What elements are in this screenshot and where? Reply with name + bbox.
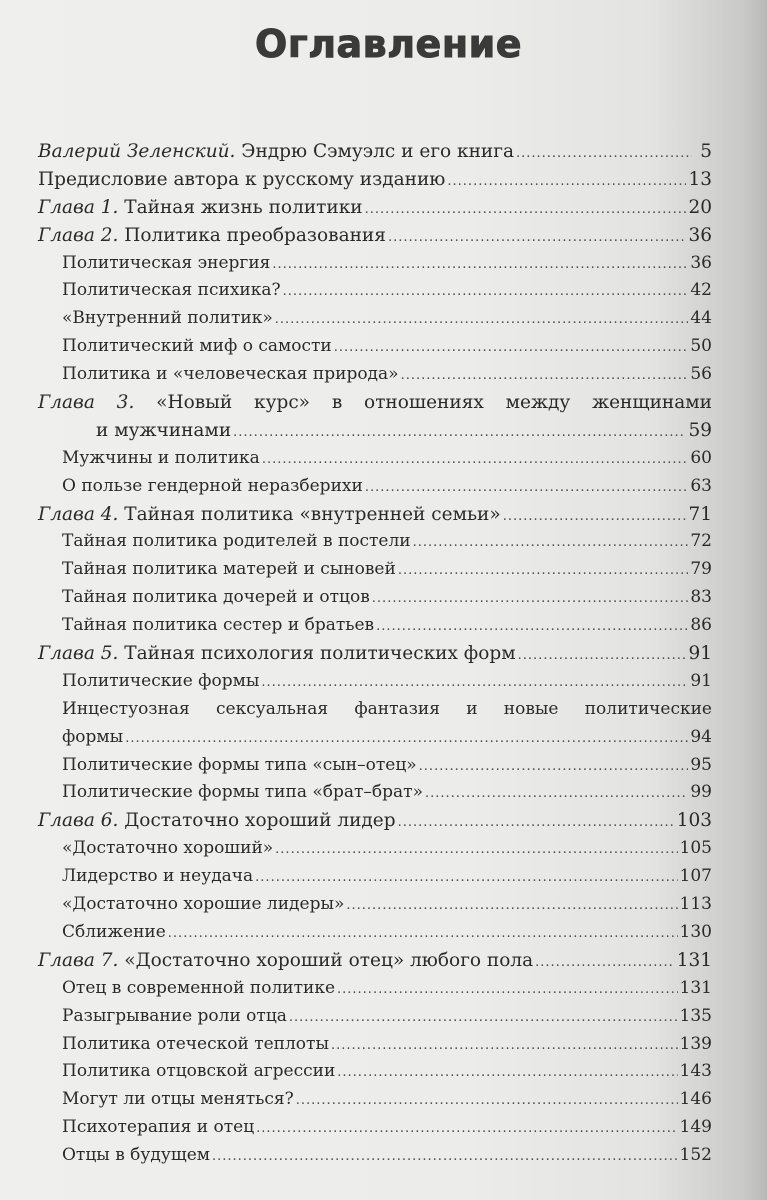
dot-leader bbox=[168, 920, 678, 948]
page-number: 86 bbox=[690, 615, 712, 636]
entry-title: Предисловие автора к русскому изданию bbox=[38, 168, 446, 190]
toc-entry[interactable] bbox=[38, 1031, 712, 1059]
page-number: 36 bbox=[690, 252, 712, 273]
dot-leader bbox=[334, 334, 689, 362]
entry-title: Политика отеческой теплоты bbox=[62, 1033, 329, 1054]
page-number: 56 bbox=[690, 364, 712, 385]
toc-entry[interactable] bbox=[38, 696, 712, 724]
entry-title: Политические формы типа «сын–отец» bbox=[62, 754, 417, 775]
entry-title: Тайная политика сестер и братьев bbox=[62, 615, 375, 636]
dot-leader bbox=[518, 642, 687, 670]
entry-title: Политическая энергия bbox=[62, 252, 271, 273]
page-number: 79 bbox=[690, 559, 712, 580]
toc-entry[interactable] bbox=[38, 612, 712, 640]
dot-leader bbox=[331, 1032, 678, 1060]
entry-title: Глава 2. Политика преобразования bbox=[38, 224, 386, 246]
page-number: 94 bbox=[690, 726, 712, 747]
page-number: 36 bbox=[688, 224, 712, 246]
dot-leader bbox=[401, 362, 689, 390]
page-number: 13 bbox=[688, 168, 712, 190]
page-number: 50 bbox=[690, 336, 712, 357]
dot-leader bbox=[535, 949, 675, 977]
toc-entry[interactable] bbox=[38, 333, 712, 361]
toc-entry[interactable] bbox=[38, 752, 712, 780]
toc-entry[interactable] bbox=[38, 305, 712, 333]
toc-entry[interactable] bbox=[38, 891, 712, 919]
page-number: 83 bbox=[690, 587, 712, 608]
entry-title: Глава 4. Тайная политика «внутренней семьи» bbox=[38, 503, 501, 525]
toc-entry[interactable] bbox=[38, 668, 712, 696]
entry-title: Политические формы типа «брат–брат» bbox=[62, 782, 423, 803]
dot-leader bbox=[283, 278, 689, 306]
page-number: 91 bbox=[688, 643, 712, 665]
entry-author-or-chapter: Глава 7. bbox=[38, 949, 119, 971]
dot-leader bbox=[503, 503, 687, 531]
page-number: 139 bbox=[679, 1033, 712, 1054]
dot-leader bbox=[289, 1004, 678, 1032]
page-number: 135 bbox=[679, 1005, 712, 1026]
toc-entry[interactable] bbox=[38, 277, 712, 305]
entry-author-or-chapter: Глава 3. bbox=[38, 392, 135, 414]
dot-leader bbox=[425, 780, 688, 808]
dot-leader bbox=[365, 196, 687, 224]
table-of-contents bbox=[38, 138, 712, 1170]
page-number: 5 bbox=[700, 141, 712, 162]
toc-entry[interactable] bbox=[38, 1142, 712, 1170]
dot-leader bbox=[275, 306, 689, 334]
dot-leader bbox=[346, 892, 677, 920]
entry-title: Тайная политика матерей и сыновей bbox=[62, 559, 396, 580]
page-number: 103 bbox=[676, 810, 712, 832]
page-number: 149 bbox=[679, 1117, 712, 1138]
toc-entry[interactable] bbox=[38, 138, 712, 166]
toc-entry[interactable] bbox=[38, 835, 712, 863]
entry-title: Политика отцовской агрессии bbox=[62, 1061, 336, 1082]
dot-leader bbox=[296, 1087, 678, 1115]
toc-entry[interactable] bbox=[38, 166, 712, 194]
page-number: 113 bbox=[679, 894, 712, 915]
entry-title-continuation: и мужчинами bbox=[96, 419, 232, 441]
dot-leader bbox=[261, 669, 688, 697]
entry-title: Отцы в будущем bbox=[62, 1145, 210, 1166]
entry-title-continuation: формы bbox=[62, 726, 124, 747]
entry-title: Политика и «человеческая природа» bbox=[62, 364, 399, 385]
entry-title: «Достаточно хороший» bbox=[62, 838, 274, 859]
entry-author-or-chapter: Глава 2. bbox=[38, 224, 119, 246]
toc-entry[interactable] bbox=[38, 807, 712, 835]
toc-entry-continuation[interactable] bbox=[38, 417, 712, 445]
toc-entry[interactable] bbox=[38, 919, 712, 947]
entry-author-or-chapter: Валерий Зеленский. bbox=[38, 141, 236, 162]
dot-leader bbox=[337, 1059, 677, 1087]
page-number: 42 bbox=[690, 280, 712, 301]
toc-entry[interactable] bbox=[38, 501, 712, 529]
toc-entry[interactable] bbox=[38, 863, 712, 891]
toc-entry[interactable] bbox=[38, 1003, 712, 1031]
page-number: 44 bbox=[690, 308, 712, 329]
entry-title: Мужчины и политика bbox=[62, 447, 260, 468]
toc-entry[interactable] bbox=[38, 445, 712, 473]
dot-leader bbox=[447, 168, 686, 196]
page-number: 131 bbox=[676, 949, 712, 971]
page-number: 71 bbox=[688, 503, 712, 525]
page-number: 72 bbox=[690, 531, 712, 552]
toc-entry[interactable] bbox=[38, 947, 712, 975]
entry-title: Отец в современной политике bbox=[62, 977, 336, 998]
toc-entry[interactable] bbox=[38, 556, 712, 584]
dot-leader bbox=[398, 557, 689, 585]
toc-entry[interactable] bbox=[38, 1058, 712, 1086]
dot-leader bbox=[516, 140, 692, 168]
toc-entry[interactable] bbox=[38, 584, 712, 612]
page-number: 59 bbox=[688, 419, 712, 441]
dot-leader bbox=[376, 613, 688, 641]
page-title: Оглавление bbox=[255, 22, 522, 66]
toc-entry[interactable] bbox=[38, 1114, 712, 1142]
entry-title: «Внутренний политик» bbox=[62, 308, 273, 329]
dot-leader bbox=[275, 836, 677, 864]
toc-entry[interactable] bbox=[38, 1086, 712, 1114]
entry-title: Психотерапия и отец bbox=[62, 1117, 255, 1138]
entry-title: Тайная политика родителей в постели bbox=[62, 531, 411, 552]
dot-leader bbox=[212, 1143, 678, 1171]
dot-leader bbox=[388, 224, 687, 252]
toc-entry[interactable] bbox=[38, 389, 712, 417]
page-number: 107 bbox=[679, 866, 712, 887]
entry-title: Разыгрывание роли отца bbox=[62, 1005, 287, 1026]
entry-title: «Достаточно хорошие лидеры» bbox=[62, 894, 345, 915]
entry-title: Валерий Зеленский. Эндрю Сэмуэлс и его книга bbox=[38, 141, 514, 162]
dot-leader bbox=[255, 864, 677, 892]
page-number: 130 bbox=[679, 921, 712, 942]
entry-author-or-chapter: Глава 4. bbox=[38, 503, 119, 525]
entry-title: Глава 3. «Новый курс» в отношениях между женщинами bbox=[38, 392, 712, 414]
page-number: 146 bbox=[679, 1089, 712, 1110]
entry-title: Глава 5. Тайная психология политических форм bbox=[38, 643, 516, 665]
entry-title: Политический миф о самости bbox=[62, 336, 332, 357]
dot-leader bbox=[233, 419, 686, 447]
entry-title: Глава 1. Тайная жизнь политики bbox=[38, 196, 363, 218]
entry-title: О пользе гендерной неразберихи bbox=[62, 475, 363, 496]
toc-entry[interactable] bbox=[38, 222, 712, 250]
dot-leader bbox=[419, 753, 689, 781]
toc-entry[interactable] bbox=[38, 473, 712, 501]
dot-leader bbox=[125, 725, 688, 753]
toc-entry[interactable] bbox=[38, 250, 712, 278]
page-number: 152 bbox=[679, 1145, 712, 1166]
dot-leader bbox=[365, 474, 689, 502]
page-number: 143 bbox=[679, 1061, 712, 1082]
page-number: 131 bbox=[679, 977, 712, 998]
toc-entry[interactable] bbox=[38, 640, 712, 668]
dot-leader bbox=[262, 446, 689, 474]
toc-entry[interactable] bbox=[38, 361, 712, 389]
entry-title: Тайная политика дочерей и отцов bbox=[62, 587, 370, 608]
dot-leader bbox=[272, 251, 688, 279]
entry-author-or-chapter: Глава 6. bbox=[38, 810, 119, 832]
dot-leader bbox=[398, 809, 675, 837]
entry-title: Сближение bbox=[62, 921, 166, 942]
entry-author-or-chapter: Глава 1. bbox=[38, 196, 119, 218]
dot-leader bbox=[413, 529, 689, 557]
page-number: 95 bbox=[690, 754, 712, 775]
toc-entry-continuation[interactable] bbox=[38, 724, 712, 752]
entry-title: Глава 7. «Достаточно хороший отец» любого пола bbox=[38, 949, 534, 971]
toc-entry[interactable] bbox=[38, 194, 712, 222]
toc-entry[interactable] bbox=[38, 975, 712, 1003]
toc-entry[interactable] bbox=[38, 779, 712, 807]
entry-title: Глава 6. Достаточно хороший лидер bbox=[38, 810, 396, 832]
page-number: 20 bbox=[688, 196, 712, 218]
entry-title: Политические формы bbox=[62, 670, 260, 691]
entry-author-or-chapter: Глава 5. bbox=[38, 643, 119, 665]
dot-leader bbox=[256, 1115, 677, 1143]
entry-title: Политическая психика? bbox=[62, 280, 281, 301]
dot-leader bbox=[372, 585, 689, 613]
dot-leader bbox=[337, 976, 678, 1004]
page-number: 91 bbox=[690, 670, 712, 691]
entry-title: Могут ли отцы меняться? bbox=[62, 1089, 294, 1110]
entry-title: Инцестуозная сексуальная фантазия и новые политические bbox=[62, 698, 712, 719]
page-number: 60 bbox=[690, 447, 712, 468]
page-number: 63 bbox=[690, 475, 712, 496]
page-number: 105 bbox=[679, 838, 712, 859]
page-number: 99 bbox=[690, 782, 712, 803]
entry-title: Лидерство и неудача bbox=[62, 866, 254, 887]
toc-entry[interactable] bbox=[38, 528, 712, 556]
